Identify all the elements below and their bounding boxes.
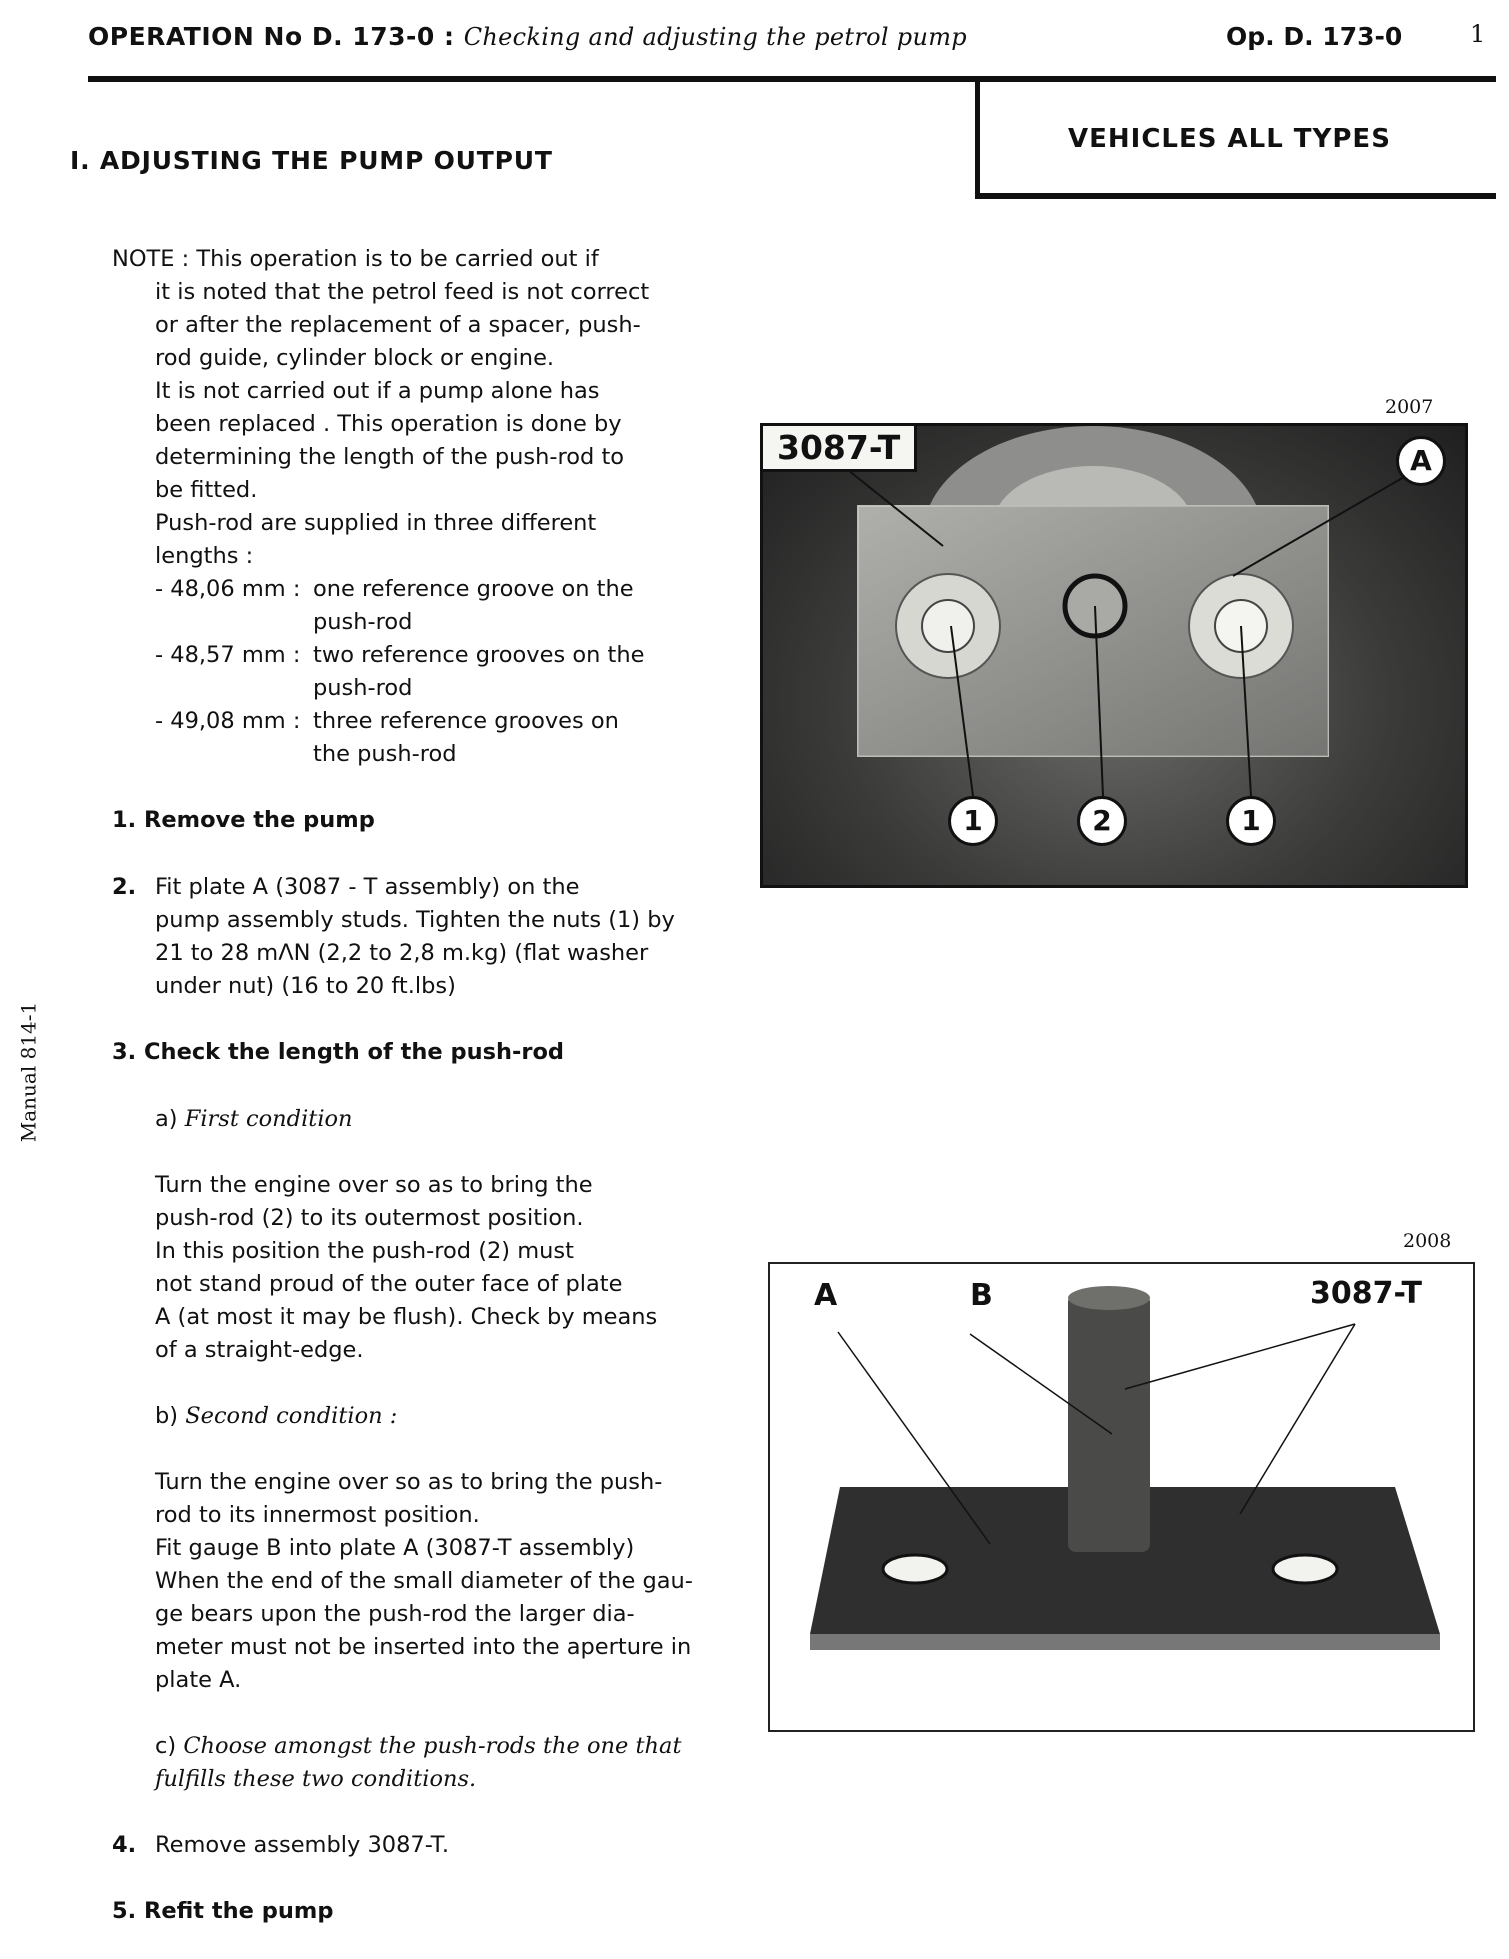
plate-a-edge <box>810 1634 1440 1650</box>
condition-title: Second condition : <box>185 1403 398 1429</box>
figure-1-number: 2007 <box>1385 396 1434 418</box>
condition-a-line: In this position the push-rod (2) must <box>155 1238 574 1264</box>
condition-b-line: Turn the engine over so as to bring the push- <box>155 1469 663 1495</box>
step-1 <box>112 804 375 837</box>
page-number: 1 <box>1470 20 1486 48</box>
condition-prefix: c) <box>155 1733 177 1759</box>
callout-1-right: 1 <box>1226 796 1276 846</box>
vehicles-box-bottom-border <box>975 193 1496 199</box>
plate-hole-left <box>883 1555 947 1583</box>
condition-prefix: b) <box>155 1403 179 1429</box>
figure-2-label-a: A <box>814 1278 838 1313</box>
figure-2-number: 2008 <box>1403 1230 1452 1252</box>
condition-b-line: plate A. <box>155 1667 242 1693</box>
figure-1-label-a: A <box>1396 436 1446 486</box>
figure-2-label-b: B <box>970 1278 993 1313</box>
condition-prefix: a) <box>155 1106 178 1132</box>
note-line: determining the length of the push-rod to <box>155 444 625 470</box>
step-2-line: Fit plate A (3087 - T assembly) on the <box>155 874 580 900</box>
leader-3087t-2 <box>1240 1324 1355 1514</box>
step-5 <box>112 1895 333 1928</box>
figure-1-tool-label: 3087-T <box>763 426 917 472</box>
step-3 <box>112 1036 564 1069</box>
vehicles-box-left-border <box>975 82 980 198</box>
condition-c-line: fulfills these two conditions. <box>155 1766 477 1792</box>
step-4-text: Remove assembly 3087-T. <box>155 1832 449 1858</box>
step-number: 5. <box>112 1898 137 1924</box>
step-number: 2. <box>112 874 137 900</box>
length-size: - 48,57 mm : <box>155 642 301 668</box>
note-line: It is not carried out if a pump alone has <box>155 378 600 404</box>
operation-title <box>88 22 967 51</box>
plate-hole-right <box>1273 1555 1337 1583</box>
gauge-b <box>1068 1294 1150 1552</box>
note-line: NOTE : This operation is to be carried out if <box>112 246 599 272</box>
condition-b-line: Fit gauge B into plate A (3087-T assembly) <box>155 1535 635 1561</box>
condition-b-line: ge bears upon the push-rod the larger dia- <box>155 1601 635 1627</box>
note-line: be fitted. <box>155 477 258 503</box>
callout-2: 2 <box>1077 796 1127 846</box>
step-number: 3. <box>112 1039 137 1065</box>
length-desc: two reference grooves on the <box>313 642 645 668</box>
callout-1-left: 1 <box>948 796 998 846</box>
condition-a-line: Turn the engine over so as to bring the <box>155 1172 593 1198</box>
section-title: I. ADJUSTING THE PUMP OUTPUT <box>70 146 553 175</box>
operation-reference: Op. D. 173-0 <box>1226 22 1403 51</box>
condition-c-text: Choose amongst the push-rods the one that <box>183 1733 682 1759</box>
operation-subtitle: Checking and adjusting the petrol pump <box>463 23 967 51</box>
note-line: Push-rod are supplied in three different <box>155 510 597 536</box>
condition-b-heading <box>155 1400 397 1433</box>
note-line: been replaced . This operation is done by <box>155 411 622 437</box>
gauge-b-top <box>1068 1286 1150 1310</box>
length-desc: one reference groove on the <box>313 576 634 602</box>
condition-b-line: meter must not be inserted into the aperture in <box>155 1634 692 1660</box>
condition-b-line: rod to its innermost position. <box>155 1502 480 1528</box>
note-line: or after the replacement of a spacer, push- <box>155 312 641 338</box>
left-stud <box>922 600 974 652</box>
figure-1-photo <box>760 423 1468 888</box>
figure-2-photo <box>768 1262 1475 1732</box>
note-line: rod guide, cylinder block or engine. <box>155 345 555 371</box>
condition-a-line: not stand proud of the outer face of plate <box>155 1271 623 1297</box>
step-title: Remove the pump <box>144 807 375 833</box>
side-manual-label: Manual 814-1 <box>16 1001 41 1143</box>
step-title: Check the length of the push-rod <box>144 1039 565 1065</box>
length-desc: the push-rod <box>313 741 457 767</box>
note-line: lengths : <box>155 543 254 569</box>
step-2-line: under nut) (16 to 20 ft.lbs) <box>155 973 456 999</box>
header-rule <box>88 76 1496 82</box>
condition-title: First condition <box>184 1106 353 1132</box>
length-desc: push-rod <box>313 609 413 635</box>
length-size: - 48,06 mm : <box>155 576 301 602</box>
condition-a-line: of a straight-edge. <box>155 1337 364 1363</box>
condition-a-line: A (at most it may be flush). Check by means <box>155 1304 658 1330</box>
vehicles-label: VEHICLES ALL TYPES <box>1068 124 1391 154</box>
step-number: 1. <box>112 807 137 833</box>
leader-3087t-1 <box>1125 1324 1355 1389</box>
length-desc: push-rod <box>313 675 413 701</box>
figure-2-tool-label: 3087-T <box>1310 1276 1423 1311</box>
figure-2-illustration <box>770 1264 1473 1730</box>
note-line: it is noted that the petrol feed is not correct <box>155 279 650 305</box>
operation-number: OPERATION No D. 173-0 : <box>88 22 455 51</box>
condition-a-line: push-rod (2) to its outermost position. <box>155 1205 584 1231</box>
condition-b-line: When the end of the small diameter of the gau- <box>155 1568 693 1594</box>
step-number: 4. <box>112 1832 137 1858</box>
condition-c-line <box>155 1730 682 1763</box>
step-2-line: pump assembly studs. Tighten the nuts (1) by <box>155 907 675 933</box>
length-desc: three reference grooves on <box>313 708 619 734</box>
condition-a-heading <box>155 1103 353 1136</box>
step-2-line: 21 to 28 mΛN (2,2 to 2,8 m.kg) (flat washer <box>155 940 649 966</box>
length-size: - 49,08 mm : <box>155 708 301 734</box>
step-title: Refit the pump <box>144 1898 334 1924</box>
